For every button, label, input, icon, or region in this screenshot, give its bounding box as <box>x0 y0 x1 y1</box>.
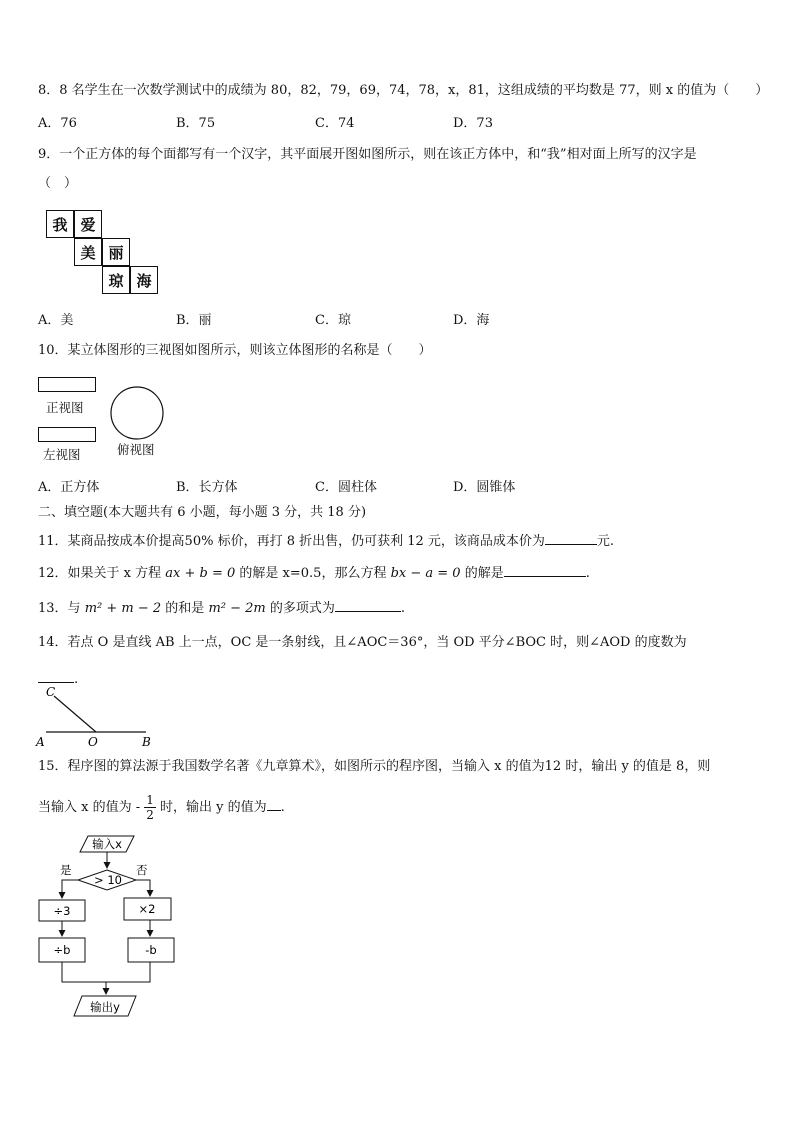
divide-3-label: ÷3 <box>53 904 71 918</box>
q12-tail: . <box>585 566 590 581</box>
net-cell-2: 爱 <box>74 210 102 238</box>
q15-answer-blank[interactable] <box>267 796 281 811</box>
minus-b-label: -b <box>145 943 157 957</box>
point-c-label: C <box>46 685 56 699</box>
flowchart <box>34 830 194 1022</box>
point-o-label: O <box>88 735 98 749</box>
q9-option-a: A．美 <box>38 313 74 328</box>
left-view-label: 左视图 <box>43 447 81 462</box>
q12-mid: 的解是 x=0.5，那么方程 <box>239 566 387 581</box>
q13-prefix: 13．与 <box>38 601 81 616</box>
q13-polynomial-1: m² + m − 2 <box>84 601 162 616</box>
q13 <box>38 597 405 618</box>
q12-prefix: 12．如果关于 x 方程 <box>38 566 162 581</box>
top-view-label: 俯视图 <box>117 442 155 457</box>
q12-suffix: 的解是 <box>464 566 504 581</box>
q14-tail: . <box>74 672 79 687</box>
q11-stem: 11．某商品按成本价提高50% 标价，再打 8 折出售，仍可获利 12 元，该商品成本价为 <box>38 534 545 549</box>
q8-option-b: B．75 <box>176 116 216 131</box>
net-cell-6: 海 <box>130 266 158 294</box>
times-2-label: ×2 <box>138 902 156 916</box>
front-view-rect <box>38 377 96 392</box>
net-cell-3: 美 <box>74 238 102 266</box>
q10-option-d: D．圆锥体 <box>453 480 516 495</box>
divide-b-label: ÷b <box>53 943 71 957</box>
q15-tail: . <box>280 800 285 815</box>
ray-oc <box>54 696 96 732</box>
q15-stem-prefix: 当输入 x 的值为 - <box>38 800 141 815</box>
q13-suffix: 的多项式为 <box>269 601 335 616</box>
input-label: 输入x <box>92 837 122 851</box>
q8-option-c: C．74 <box>315 116 355 131</box>
fraction-numerator: 1 <box>146 793 154 807</box>
q8-stem: 8．8 名学生在一次数学测试中的成绩为 80，82，79，69，74，78，x，81，这组成绩的平均数是 77，则 x 的值为（ ） <box>38 83 769 98</box>
q9-stem: 9．一个正方体的每个面都写有一个汉字，其平面展开图如图所示，则在该正方体中，和“我”相对面上所写的汉字是 <box>38 147 697 162</box>
q11-tail: 元. <box>596 534 615 549</box>
q10-option-c: C．圆柱体 <box>315 480 377 495</box>
fraction <box>144 793 156 822</box>
point-b-label: B <box>142 735 151 749</box>
yes-label: 是 <box>60 863 72 877</box>
net-cell-5: 琼 <box>102 266 130 294</box>
q11-answer-blank[interactable] <box>545 530 597 545</box>
q15-stem-line-1: 15．程序图的算法源于我国数学名著《九章算术》，如图所示的程序图，当输入 x 的值为12 时，输出 y 的值是 8，则 <box>38 759 711 774</box>
q10-option-a: A．正方体 <box>38 480 100 495</box>
q13-answer-blank[interactable] <box>335 597 401 612</box>
front-view-label: 正视图 <box>46 400 84 415</box>
q12-answer-blank[interactable] <box>504 562 586 577</box>
q15-stem-line-2 <box>38 790 285 826</box>
q14-answer-blank[interactable] <box>38 668 74 683</box>
q13-polynomial-2: m² − 2m <box>208 601 266 616</box>
q9-option-c: C．琼 <box>315 313 351 328</box>
q9-option-d: D．海 <box>453 313 490 328</box>
q12-equation-2: bx − a = 0 <box>390 566 461 581</box>
net-cell-4: 丽 <box>102 238 130 266</box>
fraction-denominator: 2 <box>146 808 154 822</box>
q8-option-a: A．76 <box>38 116 77 131</box>
q8-option-d: D．73 <box>453 116 493 131</box>
q12 <box>38 562 590 583</box>
top-view-circle <box>108 385 166 443</box>
output-label: 输出y <box>90 1000 120 1014</box>
net-cell-1: 我 <box>46 210 74 238</box>
q9-paren: （ ） <box>38 176 78 191</box>
q13-tail: . <box>400 601 406 616</box>
q10-stem: 10．某立体图形的三视图如图所示，则该立体图形的名称是（ ） <box>38 343 432 358</box>
q11 <box>38 530 614 551</box>
q12-equation-1: ax + b = 0 <box>165 566 236 581</box>
left-view-rect <box>38 427 96 442</box>
point-a-label: A <box>36 735 45 749</box>
no-label: 否 <box>136 863 148 877</box>
q15-stem-suffix: 时，输出 y 的值为 <box>160 800 267 815</box>
q13-mid: 的和是 <box>165 601 205 616</box>
condition-label: > 10 <box>94 873 122 887</box>
angle-figure <box>34 684 158 750</box>
section-heading: 二、填空题(本大题共有 6 小题，每小题 3 分，共 18 分) <box>38 505 367 520</box>
q9-option-b: B．丽 <box>176 313 212 328</box>
q10-option-b: B．长方体 <box>176 480 238 495</box>
q14-stem: 14．若点 O 是直线 AB 上一点，OC 是一条射线，且∠AOC＝36°，当 OD 平分∠BOC 时，则∠AOD 的度数为 <box>38 635 687 650</box>
